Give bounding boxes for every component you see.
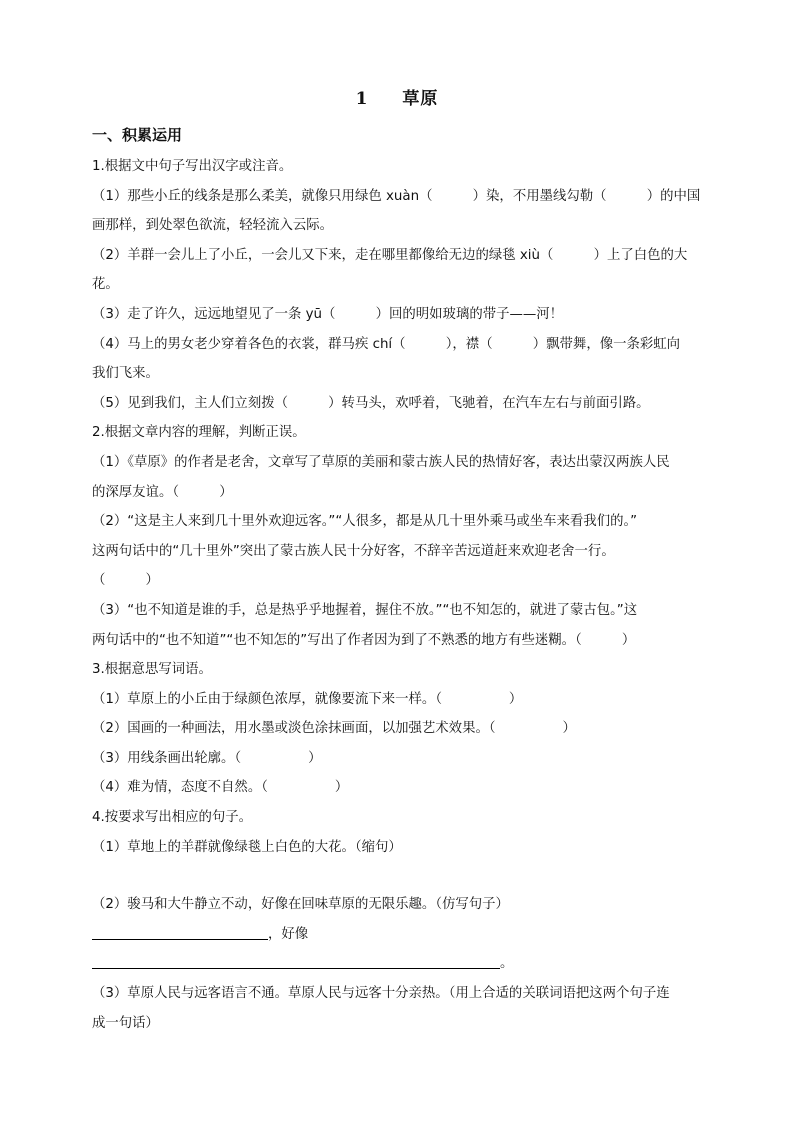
page-title [0, 84, 794, 109]
q3-item: （2）国画的一种画法，用水墨或淡色涂抹画面，以加强艺术效果。（ ） [92, 721, 576, 737]
q1-item-line: 画那样，到处翠色欲流，轻轻流入云际。 [92, 218, 334, 234]
answer-blank[interactable] [92, 952, 500, 969]
q3-item: （3）用线条画出轮廓。（ ） [92, 750, 322, 766]
q1-heading: 1.根据文中句子写出汉字或注音。 [92, 159, 293, 174]
q1-item-line: 花。 [92, 277, 119, 293]
q4-fill-line [92, 920, 704, 979]
q4-item-3: （3）草原人民与远客语言不通。草原人民与远客十分亲热。（用上合适的关联词语把这两个句子连 [92, 986, 670, 1002]
q4-item-2: （2）骏马和大牛静立不动，好像在回味草原的无限乐趣。（仿写句子） [92, 897, 509, 913]
q2-item-line: 两句话中的“也不知道”“也不知怎的”写出了作者因为到了不熟悉的地方有些迷糊。（ ） [92, 632, 636, 648]
q3-item: （4）难为情，态度不自然。（ ） [92, 780, 349, 796]
answer-space [92, 862, 704, 890]
fill-connector: ，好像 [268, 926, 309, 942]
q1-item-line: （3）走了许久，远远地望见了一条 yū（ ）回的明如玻璃的带子——河！ [92, 306, 564, 322]
lesson-number: 1 [355, 89, 369, 109]
q2-item-line: 这两句话中的“几十里外”突出了蒙古族人民十分好客，不辞辛苦远道赶来欢迎老舍一行。 [92, 543, 615, 559]
section-heading: 一、积累运用 [92, 126, 183, 144]
q4-item-1: （1）草地上的羊群就像绿毯上白色的大花。（缩句） [92, 839, 402, 855]
q3-heading: 3.根据意思写词语。 [92, 662, 212, 678]
q2-item-line: 的深厚友谊。（ ） [92, 484, 233, 500]
q2-item-line: （1）《草原》的作者是老舍，文章写了草原的美丽和蒙古族人民的热情好客，表达出蒙汉两族人民 [92, 454, 670, 470]
q3-item: （1）草原上的小丘由于绿颜色浓厚，就像要流下来一样。（ ） [92, 691, 523, 707]
q2-item-line: （3）“也不知道是谁的手，总是热乎乎地握着，握住不放。”“也不知怎的，就进了蒙古包。”这 [92, 602, 638, 618]
q2-item-line: （ ） [92, 573, 159, 589]
q2-heading: 2.根据文章内容的理解，判断正误。 [92, 425, 306, 441]
q1-item-line: （2）羊群一会儿上了小丘，一会儿又下来，走在哪里都像给无边的绿毯 xiù（ ）上了白色的大 [92, 247, 688, 263]
q1-item-line: 我们飞来。 [92, 366, 159, 382]
q1-item-line: （4）马上的男女老少穿着各色的衣裳，群马疾 chí（ ），襟（ ）飘带舞，像一条彩虹向 [92, 336, 681, 352]
q4-heading: 4.按要求写出相应的句子。 [92, 810, 253, 826]
q2-item-line: （2）“这是主人来到几十里外欢迎远客。”“人很多，都是从几十里外乘马或坐车来看我们的。” [92, 514, 638, 530]
questions [92, 152, 704, 1038]
q1-item-line: （1）那些小丘的线条是那么柔美，就像只用绿色 xuàn（ ）染，不用墨线勾勒（ ）的中国 [92, 188, 701, 204]
fill-end: 。 [500, 956, 514, 972]
lesson-title: 草原 [402, 89, 439, 109]
answer-blank[interactable] [92, 923, 268, 940]
q1-item-line: （5）见到我们，主人们立刻拨（ ）转马头，欢呼着，飞驰着，在汽车左右与前面引路。 [92, 395, 650, 411]
q4-item-3-cont: 成一句话） [92, 1015, 159, 1031]
